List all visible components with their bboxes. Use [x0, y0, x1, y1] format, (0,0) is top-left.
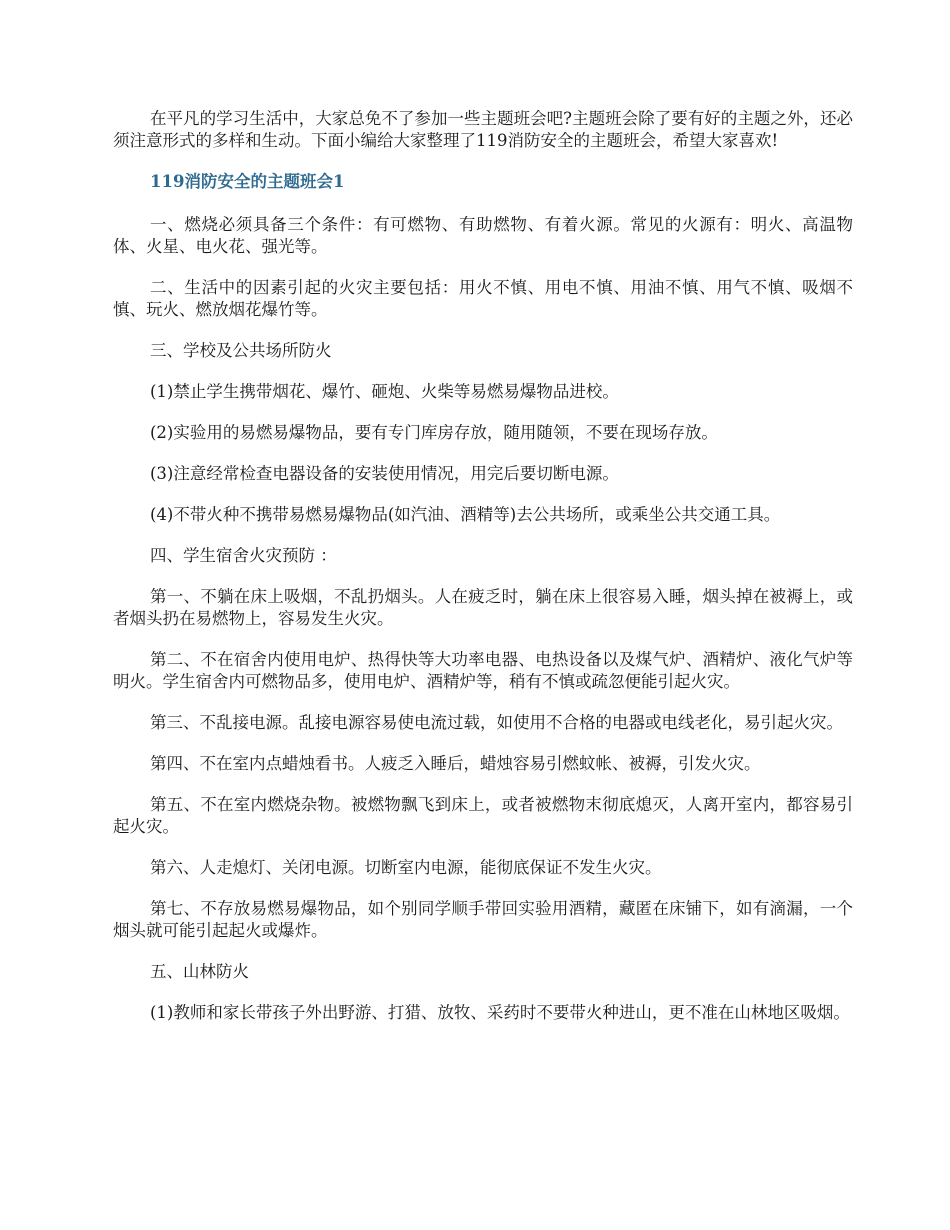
paragraph-16: 五、山林防火 [150, 962, 249, 981]
paragraph-9: 第一、不躺在床上吸烟，不乱扔烟头。人在疲乏时，躺在床上很容易入睡，烟头掉在被褥上，或者烟头扔在易燃物上，容易发生火灾。 [113, 587, 853, 628]
paragraph-3: 三、学校及公共场所防火 [150, 341, 332, 360]
paragraph-13: 第五、不在室内燃烧杂物。被燃物飘飞到床上，或者被燃物末彻底熄灭，人离开室内，都容易引起火灾。 [113, 795, 853, 836]
section-heading: 119消防安全的主题班会1 [150, 172, 345, 191]
paragraph-11: 第三、不乱接电源。乱接电源容易使电流过载，如使用不合格的电器或电线老化，易引起火灾。 [150, 713, 843, 732]
paragraph-12: 第四、不在室内点蜡烛看书。人疲乏入睡后，蜡烛容易引燃蚊帐、被褥，引发火灾。 [150, 754, 761, 773]
document-page [113, 108, 853, 1043]
paragraph-5: (2)实验用的易燃易爆物品，要有专门库房存放，随用随领，不要在现场存放。 [150, 423, 718, 442]
paragraph-1: 一、燃烧必须具备三个条件：有可燃物、有助燃物、有着火源。常见的火源有：明火、高温物体、火星、电火花、强光等。 [113, 215, 853, 256]
paragraph-4: (1)禁止学生携带烟花、爆竹、砸炮、火柴等易燃易爆物品进校。 [150, 382, 619, 401]
paragraph-7: (4)不带火种不携带易燃易爆物品(如汽油、酒精等)去公共场所，或乘坐公共交通工具。 [150, 505, 781, 524]
paragraph-15: 第七、不存放易燃易爆物品，如个别同学顺手带回实验用酒精，藏匿在床铺下，如有滴漏，一个烟头就可能引起起火或爆炸。 [113, 899, 853, 940]
paragraph-8: 四、学生宿舍火灾预防 ： [150, 546, 337, 565]
paragraph-17: (1)教师和家长带孩子外出野游、打猎、放牧、采药时不要带火种进山，更不准在山林地区吸烟。 [150, 1003, 850, 1022]
paragraph-14: 第六、人走熄灯、关闭电源。切断室内电源，能彻底保证不发生火灾。 [150, 858, 662, 877]
intro-paragraph: 在平凡的学习生活中，大家总免不了参加一些主题班会吧?主题班会除了要有好的主题之外，还必须注意形式的多样和生动。下面小编给大家整理了119消防安全的主题班会，希望大家喜欢! [113, 109, 853, 150]
paragraph-2: 二、生活中的因素引起的火灾主要包括：用火不慎、用电不慎、用油不慎、用气不慎、吸烟不慎、玩火、燃放烟花爆竹等。 [113, 278, 853, 319]
paragraph-6: (3)注意经常检查电器设备的安装使用情况，用完后要切断电源。 [150, 464, 619, 483]
paragraph-10: 第二、不在宿舍内使用电炉、热得快等大功率电器、电热设备以及煤气炉、酒精炉、液化气炉等明火。学生宿舍内可燃物品多，使用电炉、酒精炉等，稍有不慎或疏忽便能引起火灾。 [113, 650, 853, 691]
